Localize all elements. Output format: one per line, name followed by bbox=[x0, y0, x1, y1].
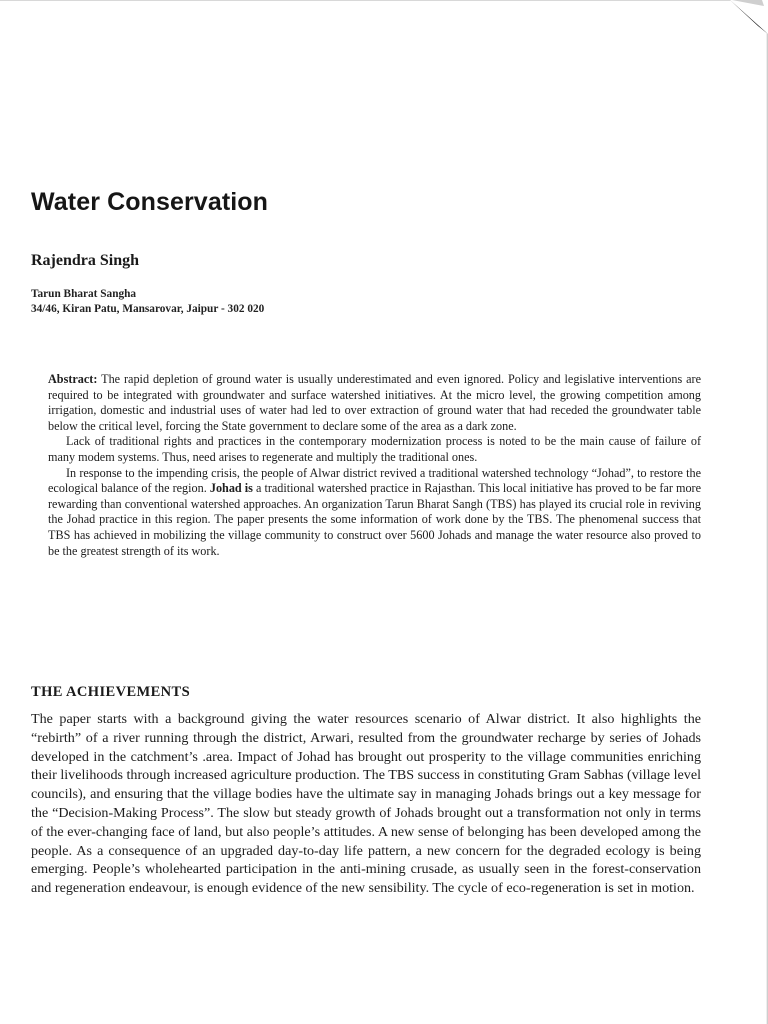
abstract-paragraph-2: Lack of traditional rights and practices in the contemporary modernization process is noted to be the main cause of failure of many modem systems. Thus, need arises to regenerate and multiply the traditional ones. bbox=[48, 434, 701, 464]
affiliation-organization: Tarun Bharat Sangha bbox=[31, 288, 137, 300]
section-body-paragraph: The paper starts with a background giving the water resources scenario of Alwar district. It also highlights the “rebirth” of a river running through the district, Arwari, resulted from the groundwater recharge by series of Johads developed in the catchment’s .area. Impact of Johad has brought out prosperity to the village communities enriching their livelihoods through increased agriculture production. The TBS success in constituting Gram Sabhas (village level councils), and ensuring that the village bodies have the ultimate say in managing Johads brings out a key message for the “Decision-Making Process”. The slow but steady growth of Johads brought out a transformation not only in terms of the ever-changing face of land, but also people’s attitudes. A new sense of belonging has been developed among the people. As a consequence of an upgraded day-to-day life pattern, a new concern for the degraded ecology is being emerging. People’s wholehearted participation in the anti-mining crusade, as usually seen in the forest-conservation and regeneration endeavour, is enough evidence of the new sensibility. The cycle of eco-regeneration is set in motion. bbox=[31, 711, 701, 897]
abstract-label: Abstract: bbox=[48, 372, 98, 386]
abstract-paragraph-1 bbox=[48, 372, 701, 434]
abstract-paragraph-3-text-b: a traditional watershed practice in Rajasthan. This local initiative has proved to be far more rewarding than conventional watershed approaches. An organization Tarun Bharat Sangh (TBS) has played its crucial role in reviving the Johad practice in this region. The paper presents the some information of work done by the TBS. The phenomenal success that TBS has achieved in mobilizing the village community to construct over 5600 Johads and manage the water resource also proved to be the greatest strength of its work. bbox=[48, 481, 702, 558]
author-name: Rajendra Singh bbox=[31, 252, 140, 269]
abstract-johad-emphasis: Johad is bbox=[209, 481, 253, 496]
paper-title: Water Conservation bbox=[31, 188, 269, 216]
abstract-paragraph-3-text-a: In response to the impending crisis, the people of Alwar district revived a traditional watershed technology “Johad”, to restore the ecological balance of the region. bbox=[48, 465, 701, 496]
section-heading: THE ACHIEVEMENTS bbox=[31, 684, 191, 700]
abstract-paragraph-3 bbox=[48, 466, 701, 560]
abstract-paragraph-1-text: The rapid depletion of ground water is usually underestimated and even ignored. Policy and legislative interventions are required to be integrated with groundwater and surface watershed initiatives. At the micro level, the growing competition among irrigation, domestic and industrial uses of water had led to over extraction of ground water that had receded the groundwater table below the critical level, forcing the State government to declare some of the area as a dark zone. bbox=[48, 372, 701, 433]
author-affiliation bbox=[31, 287, 264, 317]
page-corner-fold bbox=[728, 0, 768, 36]
affiliation-address: 34/46, Kiran Patu, Mansarovar, Jaipur - 302 020 bbox=[31, 303, 265, 315]
abstract bbox=[48, 372, 701, 559]
page-top-edge bbox=[0, 0, 768, 1]
